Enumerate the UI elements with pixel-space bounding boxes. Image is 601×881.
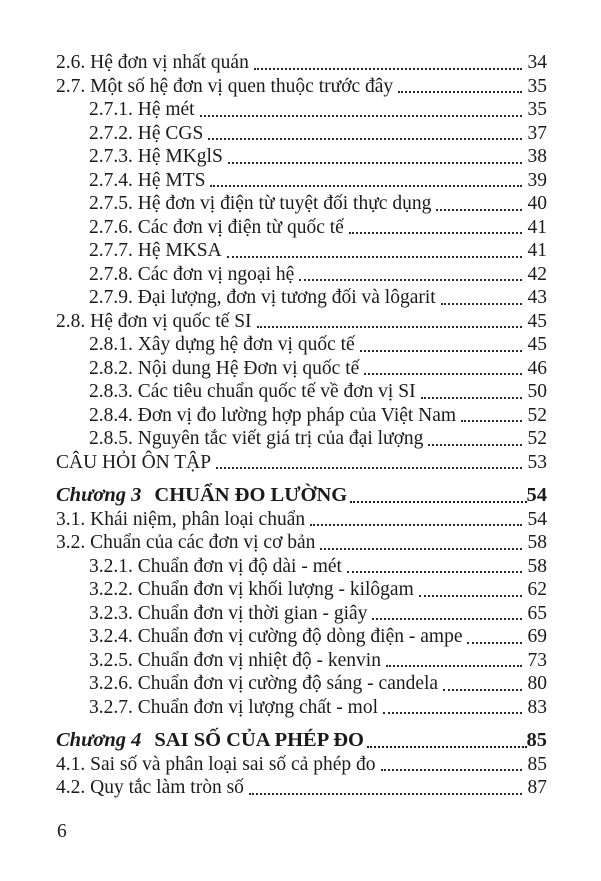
toc-entry xyxy=(56,578,547,602)
toc-entry-page: 83 xyxy=(527,696,547,718)
toc-entry-label: 2.7.4. Hệ MTS xyxy=(89,169,206,191)
toc-entry xyxy=(56,696,547,720)
dot-leader xyxy=(386,665,522,667)
toc-entry-label: 2.7.8. Các đơn vị ngoại hệ xyxy=(89,263,295,285)
dot-leader xyxy=(372,618,521,620)
toc-entry xyxy=(56,427,547,451)
toc-entry xyxy=(56,263,547,287)
toc-entry xyxy=(56,649,547,673)
dot-leader xyxy=(310,524,521,526)
dot-leader xyxy=(436,209,521,211)
toc-entry xyxy=(56,192,547,216)
toc-chapter-heading xyxy=(56,484,547,508)
toc-entry-page: 35 xyxy=(527,75,547,97)
toc-entry-page: 39 xyxy=(527,169,547,191)
dot-leader xyxy=(320,548,521,550)
toc-entry-page: 42 xyxy=(527,263,547,285)
toc-entry-page: 45 xyxy=(527,334,547,355)
toc-entry-page: 73 xyxy=(527,649,547,671)
toc-entry xyxy=(56,122,547,146)
toc-entry-page: 87 xyxy=(527,777,547,798)
toc-entry-label: 3.2.1. Chuẩn đơn vị độ dài - mét xyxy=(89,555,342,577)
toc-entry xyxy=(56,169,547,193)
toc-entry-label: 2.7.9. Đại lượng, đơn vị tương đối và lôgarit xyxy=(89,287,436,308)
toc-entry-page: 85 xyxy=(527,753,547,775)
chapter-number: Chương 3 xyxy=(56,484,142,506)
toc-entry-label: 2.7.7. Hệ MKSA xyxy=(89,240,222,261)
dot-leader xyxy=(443,689,521,691)
toc-entry xyxy=(56,776,547,800)
toc-entry-label: 3.2.7. Chuẩn đơn vị lượng chất - mol xyxy=(89,696,378,718)
dot-leader xyxy=(419,595,522,597)
toc-entry xyxy=(56,404,547,428)
dot-leader xyxy=(210,185,521,187)
toc-entry-label: 2.7.1. Hệ mét xyxy=(89,99,195,120)
toc-entry-page: 46 xyxy=(527,357,547,379)
toc-entry xyxy=(56,672,547,696)
toc-entry-page: 34 xyxy=(527,52,547,73)
dot-leader xyxy=(200,115,522,117)
toc-entry-page: 35 xyxy=(527,99,547,120)
toc-entry-page: 41 xyxy=(527,240,547,261)
dot-leader xyxy=(257,326,522,328)
toc-entry-label: 2.8.3. Các tiêu chuẩn quốc tế về đơn vị SI xyxy=(89,381,416,402)
toc-entry-label: 2.8.1. Xây dựng hệ đơn vị quốc tế xyxy=(89,334,355,355)
toc-entry xyxy=(56,753,547,777)
toc-entry-page: 54 xyxy=(527,508,547,530)
toc-entry-page: 65 xyxy=(527,602,547,624)
toc-entry xyxy=(56,286,547,310)
dot-leader xyxy=(299,279,521,281)
dot-leader xyxy=(254,68,522,70)
toc-entry-label: 2.7.5. Hệ đơn vị điện từ tuyệt đối thực dụng xyxy=(89,193,432,214)
dot-leader xyxy=(398,91,521,93)
dot-leader xyxy=(381,769,522,771)
dot-leader xyxy=(216,467,521,469)
toc-entry-page: 53 xyxy=(527,451,547,473)
toc-entry xyxy=(56,51,547,75)
dot-leader xyxy=(428,444,521,446)
toc-entry xyxy=(56,75,547,99)
toc-entry xyxy=(56,555,547,579)
dot-leader xyxy=(461,420,521,422)
dot-leader xyxy=(227,256,522,258)
dot-leader xyxy=(228,162,522,164)
toc-entry-label: 2.6. Hệ đơn vị nhất quán xyxy=(56,52,249,73)
toc-entry-label: 3.2.6. Chuẩn đơn vị cường độ sáng - candela xyxy=(89,673,439,694)
dot-leader xyxy=(360,350,522,352)
toc-entry-page: 58 xyxy=(527,555,547,577)
toc-entry-page: 40 xyxy=(527,193,547,214)
toc-entry-page: 62 xyxy=(527,579,547,600)
toc-entry-label: 2.8.5. Nguyên tắc viết giá trị của đại lượng xyxy=(89,428,424,449)
toc-entry-page: 69 xyxy=(527,626,547,647)
dot-leader xyxy=(349,232,522,234)
dot-leader xyxy=(383,712,522,714)
toc-entry xyxy=(56,357,547,381)
toc-entry-label: 3.2.4. Chuẩn đơn vị cường độ dòng điện - ampe xyxy=(89,626,463,647)
toc-entry xyxy=(56,602,547,626)
dot-leader xyxy=(367,746,527,748)
toc-entry xyxy=(56,380,547,404)
toc-entry xyxy=(56,333,547,357)
toc-entry-page: 58 xyxy=(527,532,547,553)
toc-entry-page: 54 xyxy=(526,484,547,506)
toc-entry-label: 2.7. Một số hệ đơn vị quen thuộc trước đây xyxy=(56,75,394,97)
chapter-number: Chương 4 xyxy=(56,729,142,751)
toc-entry-page: 45 xyxy=(527,310,547,332)
toc-entry-label: 2.8.2. Nội dung Hệ Đơn vị quốc tế xyxy=(89,357,360,379)
toc-entry-label: 3.2.5. Chuẩn đơn vị nhiệt độ - kenvin xyxy=(89,649,381,671)
toc-entry xyxy=(56,625,547,649)
toc-entry-label: 2.8.4. Đơn vị đo lường hợp pháp của Việt Nam xyxy=(89,404,457,426)
toc-entry-label: 3.2.3. Chuẩn đơn vị thời gian - giây xyxy=(89,602,368,624)
toc-entry xyxy=(56,508,547,532)
dot-leader xyxy=(347,571,522,573)
toc-entry-label: 3.2.2. Chuẩn đơn vị khối lượng - kilôgam xyxy=(89,579,414,600)
toc-entry-page: 52 xyxy=(527,404,547,426)
dot-leader xyxy=(364,373,521,375)
toc-entry-label: 3.1. Khái niệm, phân loại chuẩn xyxy=(56,508,306,530)
dot-leader xyxy=(350,501,526,503)
dot-leader xyxy=(421,397,522,399)
toc-entry-label: CÂU HỎI ÔN TẬP xyxy=(56,451,212,473)
toc-entry-page: 80 xyxy=(527,673,547,694)
toc-entry xyxy=(56,451,547,475)
toc-entry xyxy=(56,98,547,122)
chapter-title: SAI SỐ CỦA PHÉP ĐO xyxy=(154,729,364,751)
toc-entry-page: 52 xyxy=(527,428,547,449)
toc-entry-page: 37 xyxy=(527,122,547,144)
toc-chapter-heading xyxy=(56,729,547,753)
toc-entry xyxy=(56,310,547,334)
toc-entry xyxy=(56,239,547,263)
dot-leader xyxy=(467,642,521,644)
toc-entry-page: 43 xyxy=(527,287,547,308)
toc-entry-label: 3.2. Chuẩn của các đơn vị cơ bản xyxy=(56,532,316,553)
toc-entry xyxy=(56,145,547,169)
toc-entry-label: 4.1. Sai số và phân loại sai số cả phép đo xyxy=(56,753,376,775)
toc-entry-label: 2.7.6. Các đơn vị điện từ quốc tế xyxy=(89,216,344,238)
dot-leader xyxy=(208,138,521,140)
toc-entry-page: 50 xyxy=(527,381,547,402)
dot-leader xyxy=(441,303,522,305)
toc-entry xyxy=(56,531,547,555)
toc-entry xyxy=(56,216,547,240)
chapter-title: CHUẨN ĐO LƯỜNG xyxy=(154,484,348,506)
page-number: 6 xyxy=(57,821,67,842)
dot-leader xyxy=(249,793,522,795)
toc-entry-page: 85 xyxy=(526,729,547,751)
toc-entry-label: 4.2. Quy tắc làm tròn số xyxy=(56,777,244,798)
table-of-contents xyxy=(56,51,547,800)
toc-entry-page: 38 xyxy=(527,146,547,167)
toc-entry-label: 2.7.3. Hệ MKglS xyxy=(89,146,223,167)
toc-entry-label: 2.7.2. Hệ CGS xyxy=(89,122,204,144)
toc-entry-label: 2.8. Hệ đơn vị quốc tế SI xyxy=(56,310,252,332)
toc-entry-page: 41 xyxy=(527,216,547,238)
